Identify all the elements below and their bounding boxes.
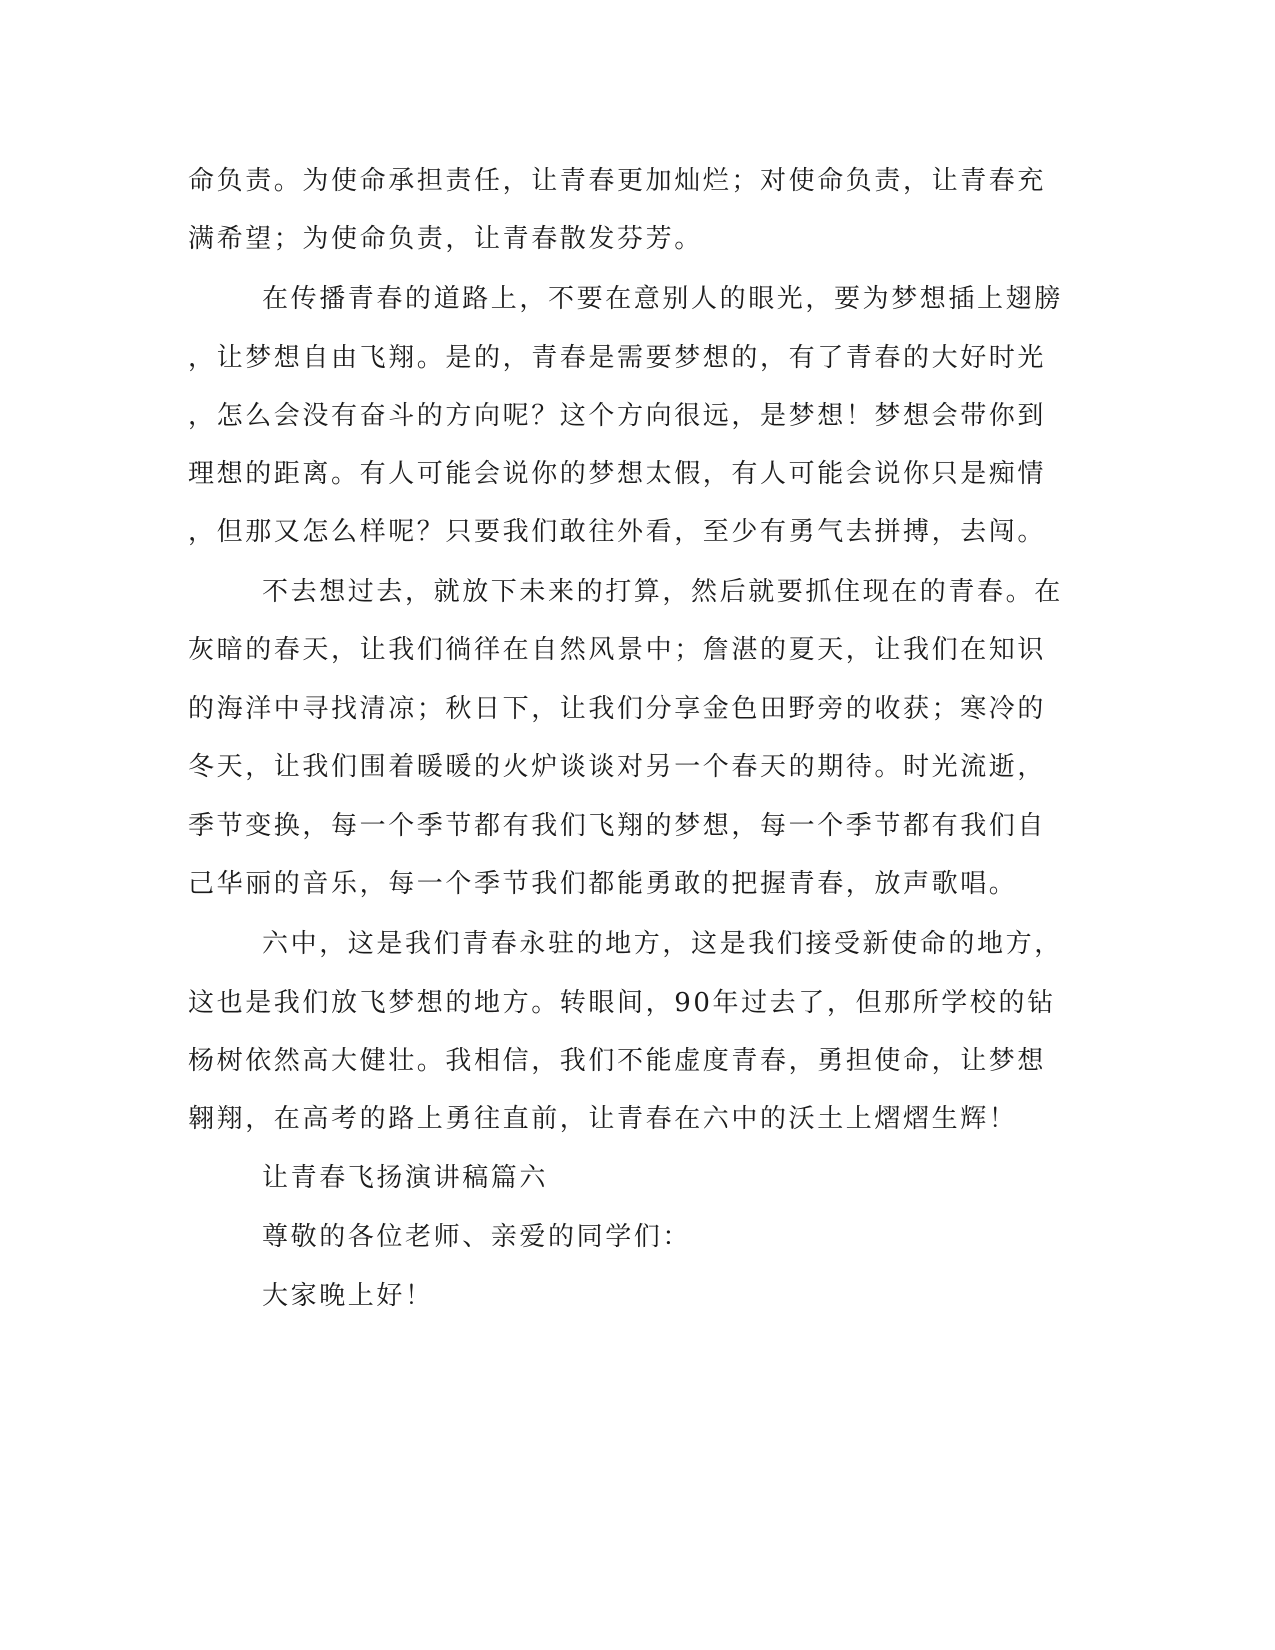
text-line-15: 这也是我们放飞梦想的地方。转眼间，90年过去了，但那所学校的钻 xyxy=(188,988,1056,1018)
text-line-10: 的海洋中寻找清凉；秋日下，让我们分享金色田野旁的收获；寒冷的 xyxy=(188,694,1047,724)
text-line-13: 己华丽的音乐，每一个季节我们都能勇敢的把握青春，放声歌唱。 xyxy=(188,869,1018,899)
text-line-5: ，怎么会没有奋斗的方向呢？这个方向很远，是梦想！梦想会带你到 xyxy=(188,401,1047,431)
text-line-17: 翱翔，在高考的路上勇往直前，让青春在六中的沃土上熠熠生辉！ xyxy=(188,1104,1018,1134)
text-line-9: 灰暗的春天，让我们徜徉在自然风景中；詹湛的夏天，让我们在知识 xyxy=(188,635,1047,665)
paragraph-start-line: 在传播青春的道路上，不要在意别人的眼光，要为梦想插上翅膀 xyxy=(262,284,1063,314)
text-line-11: 冬天，让我们围着暖暖的火炉谈谈对另一个春天的期待。时光流逝， xyxy=(188,752,1047,782)
text-line-16: 杨树依然高大健壮。我相信，我们不能虚度青春，勇担使命，让梦想 xyxy=(188,1046,1047,1076)
text-line-2: 满希望；为使命负责，让青春散发芬芳。 xyxy=(188,224,703,254)
text-line-1: 命负责。为使命承担责任，让青春更加灿烂；对使命负责，让青春充 xyxy=(188,166,1047,196)
greeting: 大家晚上好！ xyxy=(262,1281,434,1311)
text-line-4: ，让梦想自由飞翔。是的，青春是需要梦想的，有了青春的大好时光 xyxy=(188,343,1047,373)
paragraph-start-line: 不去想过去，就放下未来的打算，然后就要抓住现在的青春。在 xyxy=(262,577,1063,607)
salutation: 尊敬的各位老师、亲爱的同学们： xyxy=(262,1222,692,1252)
paragraph-start-line: 六中，这是我们青春永驻的地方，这是我们接受新使命的地方， xyxy=(262,929,1063,959)
text-line-12: 季节变换，每一个季节都有我们飞翔的梦想，每一个季节都有我们自 xyxy=(188,811,1047,841)
text-line-7: ，但那又怎么样呢？只要我们敢往外看，至少有勇气去拼搏，去闯。 xyxy=(188,517,1047,547)
section-heading: 让青春飞扬演讲稿篇六 xyxy=(262,1163,549,1193)
text-line-6: 理想的距离。有人可能会说你的梦想太假，有人可能会说你只是痴情 xyxy=(188,459,1047,489)
